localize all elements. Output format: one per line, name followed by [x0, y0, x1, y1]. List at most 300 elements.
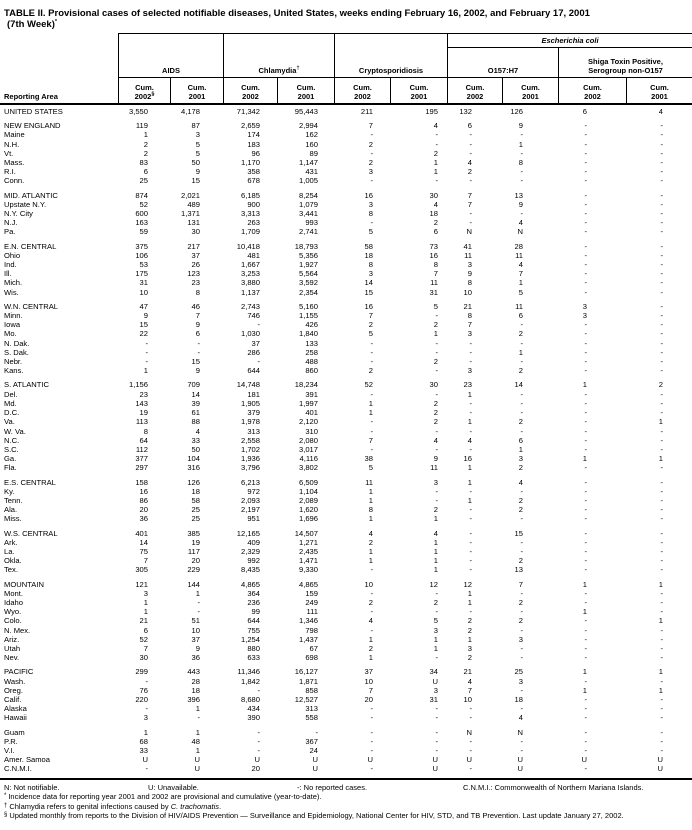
cell-value: -: [469, 565, 472, 575]
cell-value: 158: [135, 477, 148, 487]
cell-value: -: [469, 736, 472, 746]
cell-value: -: [520, 338, 523, 348]
column-header-o157-2001: Cum. 2001: [502, 78, 558, 103]
cell-value: 10: [191, 625, 200, 635]
cell-value: 5: [368, 463, 373, 473]
cell-value: 434: [247, 704, 260, 714]
table-body: [0, 107, 692, 774]
cell-value: -: [660, 556, 663, 566]
cell-value: 1: [195, 727, 200, 737]
cell-value: 2: [518, 366, 523, 376]
cell-value: 14: [139, 537, 148, 547]
cell-value: 5: [433, 301, 438, 311]
cell-value: -: [520, 148, 523, 158]
cell-value: 106: [135, 250, 148, 260]
cell-value: -: [660, 537, 663, 547]
cell-value: 992: [247, 556, 260, 566]
cell-value: 181: [247, 389, 260, 399]
cell-value: 1,156: [128, 380, 148, 390]
table-row: [0, 348, 692, 357]
cell-value: 9: [195, 366, 200, 376]
column-group-cryptosporidiosis: Cryptosporidiosis: [334, 48, 447, 78]
cell-value: -: [660, 287, 663, 297]
cell-value: 263: [247, 218, 260, 228]
cell-value: 1,254: [240, 634, 260, 644]
row-area-label: S.C.: [4, 444, 19, 454]
cell-value: -: [435, 607, 438, 617]
cell-value: 8,435: [240, 565, 260, 575]
cell-value: 64: [139, 435, 148, 445]
cell-value: 18,793: [294, 241, 318, 251]
cell-value: -: [584, 495, 587, 505]
cell-value: 367: [305, 736, 318, 746]
cell-value: 67: [309, 643, 318, 653]
cell-value: 236: [247, 597, 260, 607]
title-line2: (7th Week)*: [7, 18, 58, 30]
cell-value: 2: [658, 380, 663, 390]
cell-value: 23: [463, 380, 472, 390]
column-header-o157-2002: Cum. 2002: [447, 78, 502, 103]
title-footnote-marker: *: [54, 18, 58, 25]
cell-value: -: [520, 426, 523, 436]
cell-value: 1: [467, 495, 472, 505]
table-row: [0, 616, 692, 625]
cell-value: 195: [425, 107, 438, 116]
cell-value: 1: [582, 454, 587, 464]
cell-value: 11: [515, 250, 523, 260]
cell-value: -: [469, 546, 472, 556]
cell-value: 15: [191, 176, 200, 186]
table-row: [0, 380, 692, 389]
row-area-label: W. Va.: [4, 426, 26, 436]
cell-value: 76: [139, 685, 148, 695]
cell-value: 7: [518, 579, 523, 589]
cell-value: 678: [247, 176, 260, 186]
cell-value: 1: [143, 130, 148, 140]
table-row: [0, 218, 692, 227]
cell-value: -: [584, 389, 587, 399]
cell-value: 385: [187, 528, 200, 538]
cell-value: 50: [191, 444, 200, 454]
cell-value: 6,213: [240, 477, 260, 487]
cell-value: 126: [187, 477, 200, 487]
row-area-label: Ind.: [4, 260, 17, 270]
table-row: [0, 408, 692, 417]
cell-value: 10: [364, 579, 373, 589]
cell-value: 36: [191, 653, 200, 663]
cell-value: 1,905: [240, 398, 260, 408]
cell-value: 7: [143, 643, 148, 653]
cell-value: 117: [187, 546, 200, 556]
table-row: [0, 445, 692, 454]
row-area-label: Wyo.: [4, 607, 22, 617]
cell-value: 2: [518, 463, 523, 473]
cell-value: U: [517, 755, 523, 765]
cell-value: -: [584, 764, 587, 774]
cell-value: -: [469, 556, 472, 566]
cell-value: 175: [135, 269, 148, 279]
cell-value: -: [660, 398, 663, 408]
row-area-label: Ark.: [4, 537, 18, 547]
row-area-label: V.I.: [4, 746, 15, 755]
cell-value: -: [520, 389, 523, 399]
cell-value: 1: [582, 380, 587, 390]
cell-value: -: [660, 625, 663, 635]
table-group: [0, 302, 692, 376]
row-area-label: Nev.: [4, 653, 20, 663]
cell-value: 6: [433, 227, 438, 237]
cell-value: 2: [433, 320, 438, 330]
cell-value: U: [432, 755, 438, 765]
cell-value: 1: [143, 607, 148, 617]
cell-value: 755: [247, 625, 260, 635]
cell-value: 286: [247, 347, 260, 357]
cell-value: 183: [247, 139, 260, 149]
table-row: [0, 251, 692, 260]
cell-value: -: [469, 357, 472, 367]
cell-value: 1,927: [298, 260, 318, 270]
cell-value: 1,271: [298, 537, 318, 547]
cell-value: -: [584, 588, 587, 598]
cell-value: 11: [430, 463, 438, 473]
cell-value: -: [435, 486, 438, 496]
column-header-shiga-2001: Cum. 2001: [626, 78, 692, 103]
cell-value: -: [435, 746, 438, 755]
cell-value: 11: [515, 301, 523, 311]
cell-value: -: [520, 625, 523, 635]
table-row: [0, 357, 692, 366]
table-row: [0, 529, 692, 538]
row-area-label: Vt.: [4, 148, 14, 158]
cell-value: 1: [467, 634, 472, 644]
cell-value: U: [581, 755, 587, 765]
cell-value: -: [197, 347, 200, 357]
cell-value: 48: [191, 736, 200, 746]
cell-value: 220: [135, 694, 148, 704]
table-row: [0, 505, 692, 514]
column-group-aids: AIDS: [118, 48, 223, 78]
cell-value: 33: [191, 435, 200, 445]
cell-value: 2,080: [298, 435, 318, 445]
cell-value: 7: [467, 199, 472, 209]
cell-value: -: [469, 218, 472, 228]
row-area-label: N.H.: [4, 139, 20, 149]
cell-value: 3,796: [240, 463, 260, 473]
cell-value: 5: [518, 287, 523, 297]
cell-value: -: [520, 130, 523, 140]
cell-value: 1,170: [240, 158, 260, 168]
cell-value: -: [435, 347, 438, 357]
cell-value: -: [660, 713, 663, 723]
cell-value: 2: [433, 218, 438, 228]
cell-value: -: [435, 653, 438, 663]
row-area-label: Ky.: [4, 486, 15, 496]
cell-value: -: [370, 347, 373, 357]
table-row: [0, 107, 692, 116]
cell-value: -: [584, 130, 587, 140]
cell-value: -: [370, 417, 373, 427]
cell-value: -: [520, 514, 523, 524]
chlamydia-footnote-marker: †: [296, 65, 300, 72]
cell-value: 30: [139, 653, 148, 663]
table-row: [0, 547, 692, 556]
cell-value: 6: [518, 435, 523, 445]
cell-value: 3: [195, 130, 200, 140]
cell-value: 2,741: [298, 227, 318, 237]
cell-value: -: [660, 167, 663, 177]
cell-value: -: [660, 357, 663, 367]
cell-value: 1,997: [298, 398, 318, 408]
cell-value: 1: [433, 514, 438, 524]
cell-value: 391: [305, 389, 318, 399]
cell-value: 7: [518, 269, 523, 279]
cell-value: U: [657, 764, 663, 774]
cell-value: -: [435, 389, 438, 399]
row-area-label: Iowa: [4, 320, 21, 330]
cell-value: 2: [467, 625, 472, 635]
cell-value: 1: [467, 597, 472, 607]
row-area-label: MOUNTAIN: [4, 579, 44, 589]
cell-value: 1: [143, 597, 148, 607]
cell-value: 9: [195, 643, 200, 653]
cell-value: 396: [187, 694, 200, 704]
cell-value: -: [584, 408, 587, 418]
cell-value: -: [520, 408, 523, 418]
cell-value: -: [370, 148, 373, 158]
cell-value: 10: [463, 287, 472, 297]
cell-value: 119: [135, 121, 148, 131]
cell-value: 3,592: [298, 278, 318, 288]
table-row: [0, 311, 692, 320]
cell-value: -: [584, 190, 587, 200]
cell-value: -: [520, 704, 523, 714]
cell-value: -: [370, 607, 373, 617]
cell-value: 305: [135, 565, 148, 575]
table-row: [0, 667, 692, 676]
cell-value: -: [257, 685, 260, 695]
cell-value: 8: [467, 278, 472, 288]
cell-value: -: [660, 227, 663, 237]
row-area-label: N. Dak.: [4, 338, 30, 348]
cell-value: 15: [514, 528, 523, 538]
cell-value: 11,346: [237, 667, 260, 677]
cell-value: 52: [139, 634, 148, 644]
cell-value: 1,667: [240, 260, 260, 270]
row-area-label: S. ATLANTIC: [4, 380, 50, 390]
cell-value: 36: [139, 514, 148, 524]
cell-value: 880: [247, 643, 260, 653]
cell-value: -: [584, 505, 587, 515]
cell-value: 1: [433, 643, 438, 653]
cell-value: -: [660, 505, 663, 515]
cell-value: 409: [247, 537, 260, 547]
cell-value: 6: [195, 329, 200, 339]
cell-value: 1: [518, 347, 523, 357]
cell-value: 8: [195, 287, 200, 297]
table-group: [0, 380, 692, 472]
cell-value: 7: [368, 121, 373, 131]
cell-value: 112: [135, 444, 148, 454]
cell-value: 313: [247, 426, 260, 436]
cell-value: 3: [143, 713, 148, 723]
cell-value: 8: [368, 505, 373, 515]
table-row: [0, 227, 692, 236]
cell-value: 21: [463, 667, 472, 677]
cell-value: 18: [191, 685, 200, 695]
cell-value: -: [584, 250, 587, 260]
cell-value: -: [520, 643, 523, 653]
cell-value: -: [520, 537, 523, 547]
cell-value: -: [520, 209, 523, 219]
cell-value: 3: [368, 167, 373, 177]
cell-value: -: [469, 148, 472, 158]
cell-value: -: [660, 190, 663, 200]
row-area-label: D.C.: [4, 408, 20, 418]
cell-value: -: [660, 139, 663, 149]
table-row: [0, 556, 692, 565]
cell-value: U: [194, 755, 200, 765]
cell-value: 426: [305, 320, 318, 330]
cell-value: 9: [195, 167, 200, 177]
cell-value: 10: [364, 676, 373, 686]
cell-value: 633: [247, 653, 260, 663]
cell-value: 2: [518, 329, 523, 339]
cell-value: -: [660, 486, 663, 496]
cell-value: -: [660, 329, 663, 339]
cell-value: 1: [658, 616, 663, 626]
cell-value: -: [584, 329, 587, 339]
cell-value: 377: [135, 454, 148, 464]
cell-value: -: [469, 209, 472, 219]
cell-value: 9: [195, 320, 200, 330]
column-group-shiga: Shiga Toxin Positive, Serogroup non-O157: [558, 48, 692, 78]
cell-value: -: [520, 320, 523, 330]
cell-value: -: [435, 727, 438, 737]
table-group: [0, 121, 692, 185]
cell-value: -: [584, 417, 587, 427]
cell-value: 600: [135, 209, 148, 219]
cell-value: 37: [191, 250, 200, 260]
row-area-label: N.C.: [4, 435, 20, 445]
table-row: [0, 121, 692, 130]
cell-value: 58: [364, 241, 373, 251]
cell-value: N: [466, 227, 472, 237]
table-row: [0, 478, 692, 487]
cell-value: 7: [368, 435, 373, 445]
cell-value: -: [584, 528, 587, 538]
table-row: [0, 677, 692, 686]
cell-value: 2: [433, 408, 438, 418]
row-area-label: Guam: [4, 727, 25, 737]
cell-value: -: [660, 435, 663, 445]
cell-value: 46: [191, 301, 200, 311]
cell-value: -: [584, 148, 587, 158]
table-group: [0, 728, 692, 774]
column-group-o157: O157:H7: [447, 48, 558, 78]
cell-value: 4: [433, 528, 438, 538]
cell-value: 132: [459, 107, 472, 116]
legend-unavailable: U: Unavailable.: [148, 782, 199, 792]
row-area-label: Wis.: [4, 287, 19, 297]
cell-value: 11: [430, 278, 438, 288]
cell-value: 8: [433, 260, 438, 270]
cell-value: U: [194, 764, 200, 774]
row-area-label: Ohio: [4, 250, 21, 260]
cell-value: 9: [433, 454, 438, 464]
row-area-label: Md.: [4, 398, 17, 408]
table-row: [0, 713, 692, 722]
cell-value: 99: [251, 607, 260, 617]
cell-value: -: [584, 218, 587, 228]
cell-value: -: [435, 704, 438, 714]
cell-value: 798: [305, 625, 318, 635]
cell-value: 1: [368, 486, 373, 496]
cell-value: 111: [306, 607, 318, 617]
row-area-label: MID. ATLANTIC: [4, 190, 58, 200]
cell-value: 1: [433, 167, 438, 177]
cell-value: -: [197, 597, 200, 607]
cell-value: -: [370, 426, 373, 436]
cell-value: -: [660, 209, 663, 219]
row-area-label: Mo.: [4, 329, 17, 339]
cell-value: 874: [135, 190, 148, 200]
table-row: [0, 737, 692, 746]
cell-value: -: [370, 176, 373, 186]
cell-value: -: [145, 676, 148, 686]
cell-value: 2: [518, 505, 523, 515]
cell-value: -: [370, 444, 373, 454]
cell-value: -: [660, 311, 663, 321]
cell-value: 3,313: [240, 209, 260, 219]
cell-value: 2: [518, 417, 523, 427]
cell-value: 21: [139, 616, 148, 626]
cell-value: 25: [514, 667, 523, 677]
cell-value: 972: [247, 486, 260, 496]
header-spacer: [118, 33, 223, 48]
column-header-shiga-2002: Cum. 2002: [558, 78, 626, 103]
cell-value: 6: [467, 121, 472, 131]
cell-value: 1: [368, 398, 373, 408]
cell-value: 644: [247, 616, 260, 626]
table-group: [0, 107, 692, 116]
table-row: [0, 764, 692, 773]
row-area-label: Wash.: [4, 676, 26, 686]
cell-value: 1,936: [240, 454, 260, 464]
cell-value: -: [370, 130, 373, 140]
cell-value: 443: [187, 667, 200, 677]
cell-value: -: [584, 625, 587, 635]
cell-value: 1: [433, 634, 438, 644]
cell-value: 2,093: [240, 495, 260, 505]
cell-value: 28: [191, 676, 200, 686]
table-row: [0, 269, 692, 278]
cell-value: 19: [191, 537, 200, 547]
cell-value: 313: [305, 704, 318, 714]
cell-value: -: [660, 389, 663, 399]
row-area-label: Ala.: [4, 505, 18, 515]
cell-value: -: [435, 139, 438, 149]
cell-value: 9: [518, 121, 523, 131]
cell-value: N: [466, 727, 472, 737]
cell-value: -: [660, 176, 663, 186]
cell-value: 6: [582, 107, 587, 116]
column-header-aids-2001: Cum. 2001: [170, 78, 223, 103]
header-spacer: [0, 33, 118, 48]
cell-value: -: [660, 643, 663, 653]
cell-value: 18: [514, 694, 523, 704]
cell-value: -: [145, 764, 148, 774]
row-area-label: W.S. CENTRAL: [4, 528, 58, 538]
